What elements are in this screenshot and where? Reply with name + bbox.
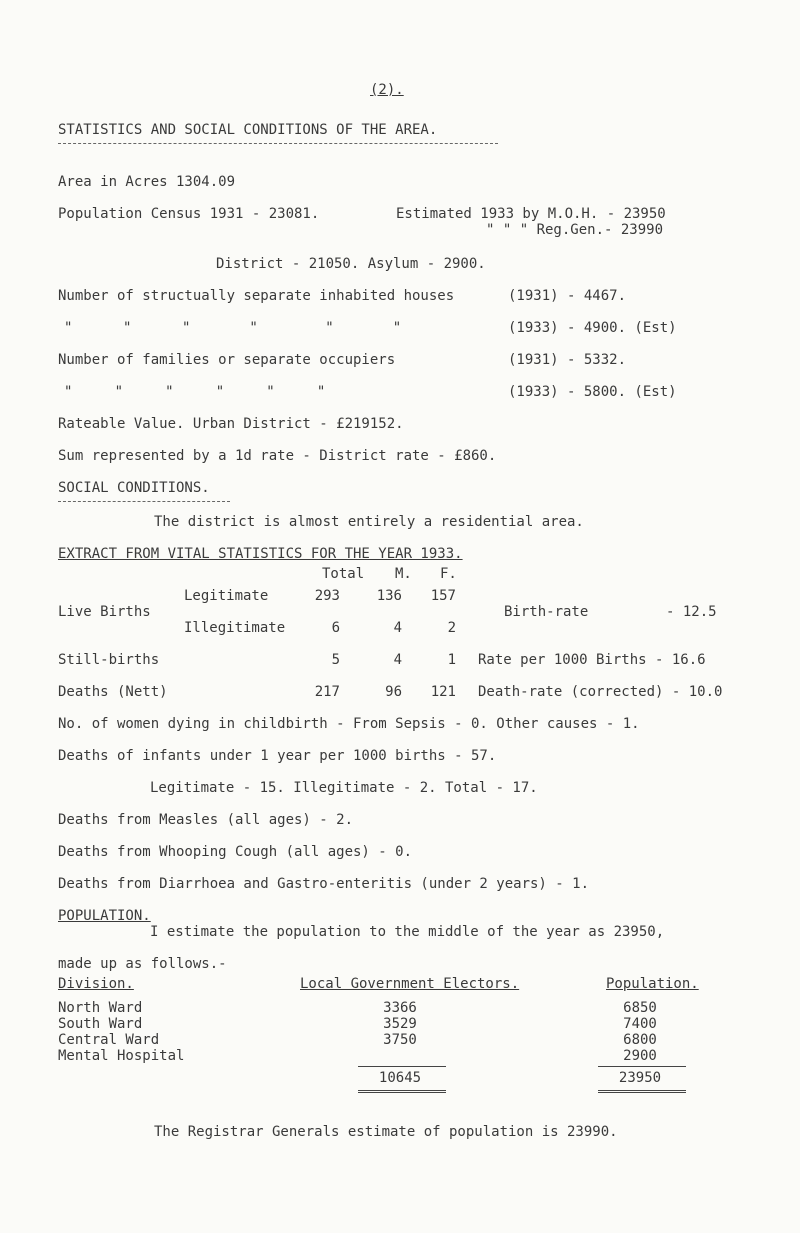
- infant-deaths-line: Deaths of infants under 1 year per 1000 births - 57.: [58, 748, 497, 764]
- population-census: Population Census 1931 - 23081.: [58, 206, 320, 222]
- childbirth-line: No. of women dying in childbirth - From Sepsis - 0. Other causes - 1.: [58, 716, 640, 732]
- houses-ditto: " " " " " ": [64, 320, 402, 336]
- electors-rule-top: [358, 1066, 446, 1067]
- area-line: Area in Acres 1304.09: [58, 174, 236, 190]
- rateable-value: Rateable Value. Urban District - £219152.: [58, 416, 404, 432]
- social-heading: SOCIAL CONDITIONS.: [58, 480, 210, 496]
- vital-heading: EXTRACT FROM VITAL STATISTICS FOR THE YEAR 1933.: [58, 546, 463, 562]
- row-electors: 3750: [383, 1032, 417, 1048]
- legitimate-label: Legitimate: [184, 588, 269, 604]
- total-population: 23950: [618, 1070, 662, 1086]
- measles-line: Deaths from Measles (all ages) - 2.: [58, 812, 354, 828]
- row-electors: 3529: [383, 1016, 417, 1032]
- row-population: 6800: [623, 1032, 657, 1048]
- families-1933: (1933) - 5800. (Est): [508, 384, 677, 400]
- houses-1931: (1931) - 4467.: [508, 288, 627, 304]
- estimate-line-1: I estimate the population to the middle of the year as 23950,: [150, 924, 665, 940]
- title-underline: [58, 143, 498, 144]
- estimate-line-2: made up as follows.-: [58, 956, 227, 972]
- population-rule-top: [598, 1066, 686, 1067]
- still-births-label: Still-births: [58, 652, 160, 668]
- col-total: Total: [322, 566, 365, 582]
- houses-label: Number of structually separate inhabited houses: [58, 288, 455, 304]
- live-births-label: Live Births: [58, 604, 151, 620]
- estimated-reg: " " " Reg.Gen.- 23990: [486, 222, 664, 238]
- electors-rule-bottom: [358, 1090, 446, 1093]
- still-m: 4: [393, 652, 402, 668]
- row-division: North Ward: [58, 1000, 143, 1016]
- district-line: District - 21050. Asylum - 2900.: [216, 256, 486, 272]
- birth-rate-label: Birth-rate: [504, 604, 589, 620]
- population-rule-bottom: [598, 1090, 686, 1093]
- illegitimate-label: Illegitimate: [184, 620, 286, 636]
- col-m: M.: [395, 566, 412, 582]
- families-ditto: " " " " " ": [64, 384, 326, 400]
- col-population: Population.: [606, 976, 699, 992]
- legit-total: 293: [314, 588, 340, 604]
- estimated-moh: Estimated 1933 by M.O.H. - 23950: [396, 206, 666, 222]
- houses-1933: (1933) - 4900. (Est): [508, 320, 677, 336]
- still-f: 1: [447, 652, 456, 668]
- death-rate: Death-rate (corrected) - 10.0: [478, 684, 723, 700]
- illeg-m: 4: [393, 620, 402, 636]
- illeg-total: 6: [331, 620, 340, 636]
- birth-rate-value: - 12.5: [666, 604, 717, 620]
- deaths-f: 121: [430, 684, 456, 700]
- legit-m: 136: [376, 588, 402, 604]
- diarrhoea-line: Deaths from Diarrhoea and Gastro-enteritis (under 2 years) - 1.: [58, 876, 590, 892]
- total-electors: 10645: [378, 1070, 422, 1086]
- row-division: Central Ward: [58, 1032, 160, 1048]
- col-f: F.: [440, 566, 457, 582]
- social-underline: [58, 501, 230, 502]
- population-heading: POPULATION.: [58, 908, 151, 924]
- page-number: (2).: [370, 82, 404, 98]
- families-1931: (1931) - 5332.: [508, 352, 627, 368]
- row-electors: 3366: [383, 1000, 417, 1016]
- still-total: 5: [331, 652, 340, 668]
- deaths-total: 217: [314, 684, 340, 700]
- families-label: Number of families or separate occupiers: [58, 352, 396, 368]
- whooping-line: Deaths from Whooping Cough (all ages) - 0.: [58, 844, 413, 860]
- illeg-f: 2: [447, 620, 456, 636]
- page-title: STATISTICS AND SOCIAL CONDITIONS OF THE AREA.: [58, 122, 438, 138]
- deaths-m: 96: [385, 684, 402, 700]
- deaths-label: Deaths (Nett): [58, 684, 168, 700]
- still-rate: Rate per 1000 Births - 16.6: [478, 652, 706, 668]
- col-electors: Local Government Electors.: [300, 976, 520, 992]
- infant-breakdown-line: Legitimate - 15. Illegitimate - 2. Total - 17.: [150, 780, 538, 796]
- row-division: Mental Hospital: [58, 1048, 185, 1064]
- row-division: South Ward: [58, 1016, 143, 1032]
- row-population: 2900: [623, 1048, 657, 1064]
- row-population: 7400: [623, 1016, 657, 1032]
- penny-rate: Sum represented by a 1d rate - District rate - £860.: [58, 448, 497, 464]
- legit-f: 157: [430, 588, 456, 604]
- residential-line: The district is almost entirely a residential area.: [154, 514, 584, 530]
- col-division: Division.: [58, 976, 134, 992]
- row-population: 6850: [623, 1000, 657, 1016]
- registrar-line: The Registrar Generals estimate of population is 23990.: [154, 1124, 618, 1140]
